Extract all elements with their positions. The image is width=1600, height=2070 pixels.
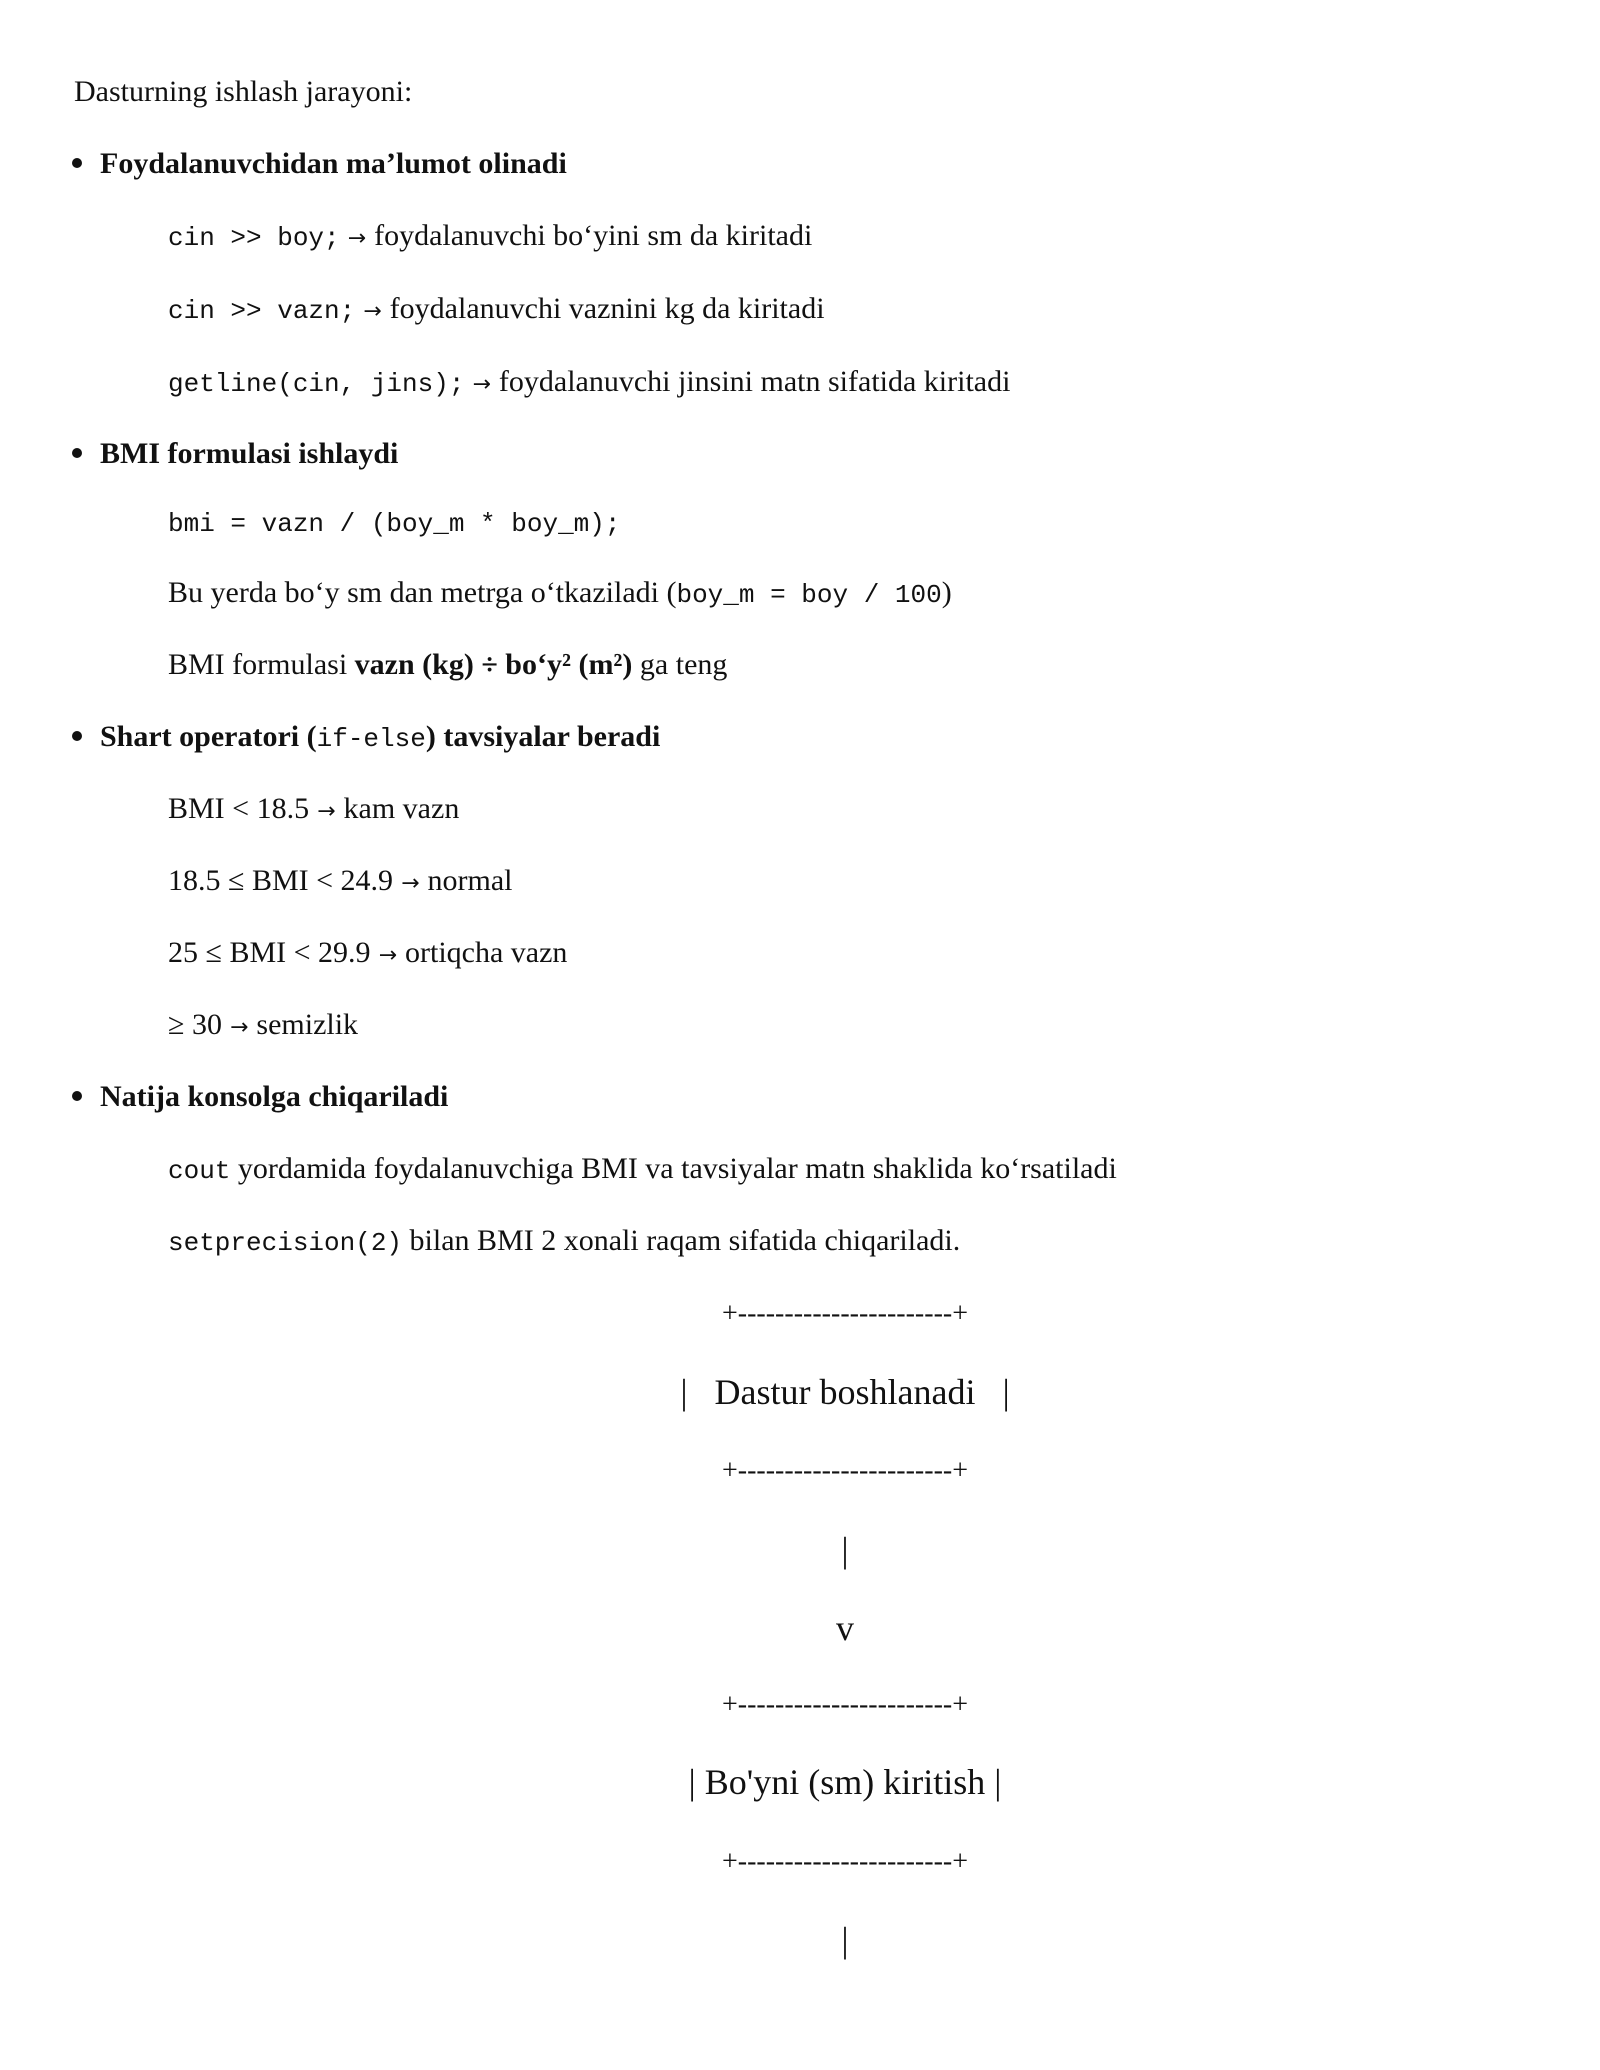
condition-text: 25 ≤ BMI < 29.9 (168, 936, 371, 969)
heading-conditions-suffix: ) tavsiyalar beradi (425, 720, 661, 753)
flow-start-box: | Dastur boshlanadi | (680, 1372, 1010, 1412)
output-text: yordamida foydalanuvchiga BMI va tavsiyalar matn shaklida ko‘rsatiladi (230, 1152, 1117, 1185)
input-item-1 (168, 216, 812, 259)
bullet-icon (72, 731, 82, 741)
flow-border-bottom: +-----------------------+ (721, 1455, 969, 1486)
flow-down-arrow-icon: v (836, 1608, 854, 1648)
code-snippet: getline(cin, jins); (168, 369, 465, 399)
right-arrow-icon: → (472, 372, 491, 397)
code-snippet: bmi = vazn / (boy_m * boy_m); (168, 509, 621, 539)
code-snippet: cout (168, 1156, 231, 1186)
right-arrow-icon: → (347, 226, 367, 251)
code-snippet: boy_m = boy / 100 (676, 580, 942, 610)
flow-border-top: +-----------------------+ (721, 1298, 969, 1329)
right-arrow-icon: → (401, 871, 420, 896)
right-arrow-icon: → (229, 1015, 249, 1040)
item-text: foydalanuvchi bo‘yini sm da kiritadi (374, 219, 813, 252)
bullet-icon (72, 448, 82, 458)
formula-definition (168, 645, 727, 685)
bullet-input (72, 144, 567, 184)
definition-formula: vazn (kg) ÷ bo‘y² (m²) (354, 648, 633, 681)
condition-item-4 (168, 1005, 358, 1048)
condition-result: semizlik (256, 1008, 359, 1041)
heading-input: Foydalanuvchidan ma’lumot olinadi (100, 147, 567, 180)
flow-border-top: +-----------------------+ (721, 1689, 969, 1720)
input-item-3 (168, 362, 1010, 405)
intro-text: Dasturning ishlash jarayoni: (74, 75, 413, 108)
condition-item-2 (168, 861, 512, 904)
bullet-conditions (72, 717, 660, 759)
bullet-icon (72, 158, 82, 168)
output-line-2 (168, 1221, 960, 1263)
right-arrow-icon: → (317, 799, 336, 824)
condition-item-1 (168, 789, 459, 832)
code-snippet: if-else (316, 724, 426, 754)
condition-result: normal (427, 864, 513, 897)
condition-text: BMI < 18.5 (168, 792, 310, 825)
formula-note (168, 573, 952, 615)
output-line-1 (168, 1149, 1117, 1191)
note-text: Bu yerda bo‘y sm dan metrga o‘tkaziladi ( (168, 576, 677, 609)
flow-connector-pipe: | (841, 1920, 849, 1960)
bullet-formula (72, 434, 398, 474)
formula-code-line (168, 502, 620, 544)
code-snippet: cin >> boy; (168, 223, 340, 253)
heading-formula: BMI formulasi ishlaydi (100, 437, 399, 470)
bullet-icon (72, 1091, 82, 1101)
flow-step-box: | Bo'yni (sm) kiritish | (688, 1762, 1002, 1802)
condition-text: 18.5 ≤ BMI < 24.9 (168, 864, 394, 897)
right-arrow-icon: → (378, 943, 397, 968)
flow-connector-pipe: | (841, 1530, 849, 1570)
item-text: foydalanuvchi jinsini matn sifatida kiritadi (498, 365, 1011, 398)
condition-item-3 (168, 933, 567, 976)
output-text: bilan BMI 2 xonali raqam sifatida chiqariladi. (402, 1224, 961, 1257)
item-text: foydalanuvchi vaznini kg da kiritadi (389, 292, 825, 325)
code-snippet: cin >> vazn; (168, 296, 356, 326)
definition-text: ga teng (632, 648, 728, 681)
condition-result: ortiqcha vazn (405, 936, 568, 969)
code-snippet: setprecision(2) (168, 1228, 403, 1258)
heading-conditions: Shart operatori ( (100, 720, 317, 753)
definition-text: BMI formulasi (168, 648, 355, 681)
heading-output: Natija konsolga chiqariladi (100, 1080, 449, 1113)
note-text: ) (941, 576, 952, 609)
condition-text: ≥ 30 (168, 1008, 222, 1041)
right-arrow-icon: → (363, 299, 382, 324)
flow-border-bottom: +-----------------------+ (721, 1846, 969, 1877)
condition-result: kam vazn (343, 792, 460, 825)
bullet-output (72, 1077, 448, 1117)
input-item-2 (168, 289, 825, 332)
